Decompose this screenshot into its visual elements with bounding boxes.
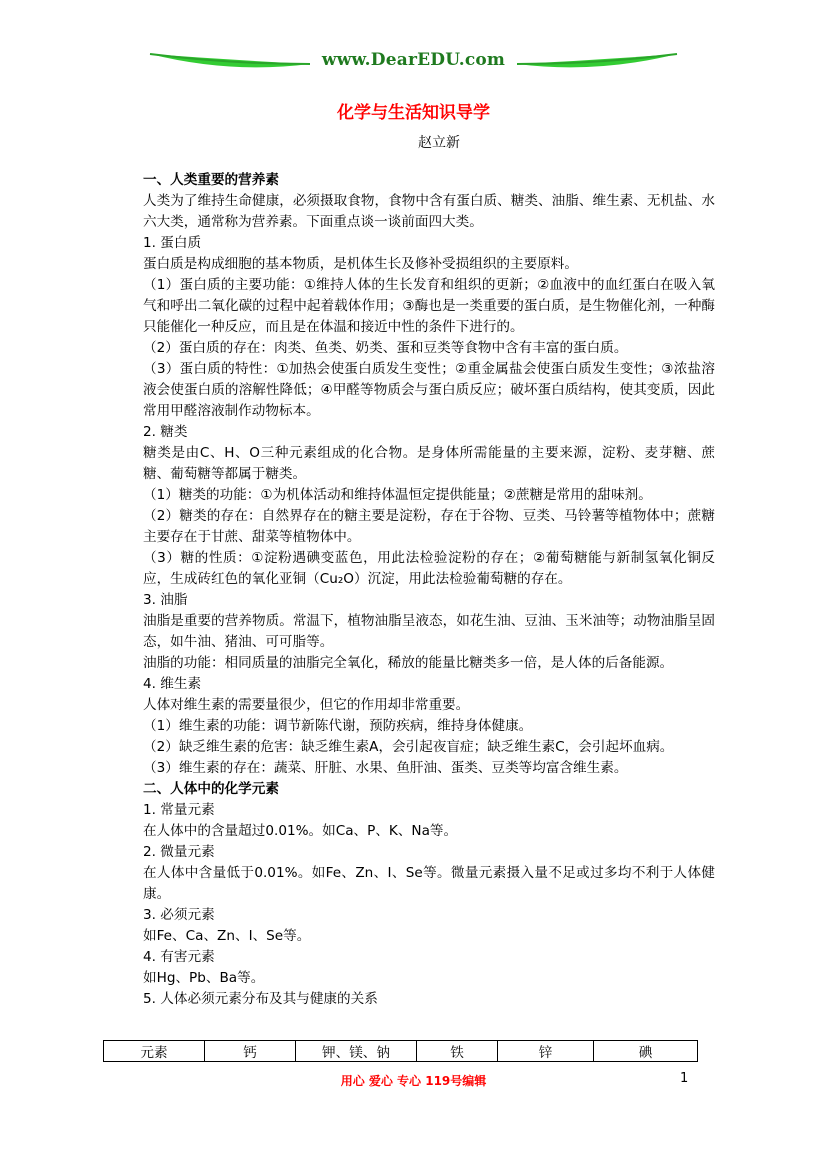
paragraph: 2. 糖类 xyxy=(143,424,188,440)
paragraph: 5. 人体必须元素分布及其与健康的关系 xyxy=(143,991,378,1007)
footer-text: 用心 爱心 专心 119号编辑 xyxy=(340,1074,487,1088)
section-heading: 一、人类重要的营养素 xyxy=(143,172,279,188)
paragraph: （2）蛋白质的存在：肉类、鱼类、奶类、蛋和豆类等食物中含有丰富的蛋白质。 xyxy=(143,340,628,356)
paragraph: 4. 维生素 xyxy=(143,676,202,692)
paragraph: 2. 微量元素 xyxy=(143,844,215,860)
paragraph: （3）维生素的存在：蔬菜、肝脏、水果、鱼肝油、蛋类、豆类等均富含维生素。 xyxy=(143,760,628,776)
paragraph: 4. 有害元素 xyxy=(143,949,215,965)
page-number: 1 xyxy=(680,1071,689,1086)
table-cell: 钙 xyxy=(205,1041,296,1062)
paragraph: 在人体中含量低于0.01%。如Fe、Zn、I、Se等。微量元素摄入量不足或过多均不利于人体健康。 xyxy=(143,865,715,902)
paragraph: 人体对维生素的需要量很少，但它的作用却非常重要。 xyxy=(143,697,470,713)
paragraph: 人类为了维持生命健康，必须摄取食物，食物中含有蛋白质、糖类、油脂、维生素、无机盐、水六大类，通常称为营养素。下面重点谈一谈前面四大类。 xyxy=(143,193,715,230)
paragraph: （3）蛋白质的特性：①加热会使蛋白质发生变性；②重金属盐会使蛋白质发生变性；③浓盐溶液会使蛋白质的溶解性降低；④甲醛等物质会与蛋白质反应；破坏蛋白质结构，使其变质，因此常用甲醛溶液制作动物标本。 xyxy=(143,361,715,419)
paragraph: 蛋白质是构成细胞的基本物质，是机体生长及修补受损组织的主要原料。 xyxy=(143,256,578,272)
header-banner xyxy=(0,40,827,80)
table-cell: 元素 xyxy=(104,1041,205,1062)
document-title: 化学与生活知识导学 xyxy=(337,103,490,123)
paragraph: 油脂的功能：相同质量的油脂完全氧化，稀放的能量比糖类多一倍，是人体的后备能源。 xyxy=(143,655,674,671)
element-health-table xyxy=(103,1040,698,1062)
table-cell: 钾、镁、钠 xyxy=(296,1041,417,1062)
author-name: 赵立新 xyxy=(418,135,460,151)
paragraph: （1）维生素的功能：调节新陈代谢，预防疾病，维持身体健康。 xyxy=(143,718,533,734)
paragraph: 如Hg、Pb、Ba等。 xyxy=(143,970,265,986)
article-body xyxy=(143,170,715,1010)
paragraph: （3）糖的性质：①淀粉遇碘变蓝色，用此法检验淀粉的存在；②葡萄糖能与新制氢氧化铜反应，生成砖红色的氧化亚铜（Cu₂O）沉淀，用此法检验葡萄糖的存在。 xyxy=(143,550,715,587)
paragraph: 油脂是重要的营养物质。常温下，植物油脂呈液态，如花生油、豆油、玉米油等；动物油脂呈固态，如牛油、猪油、可可脂等。 xyxy=(143,613,715,650)
paragraph: 糖类是由C、H、O三种元素组成的化合物。是身体所需能量的主要来源，淀粉、麦芽糖、蔗糖、葡萄糖等都属于糖类。 xyxy=(143,445,715,482)
paragraph: （1）糖类的功能：①为机体活动和维持体温恒定提供能量；②蔗糖是常用的甜味剂。 xyxy=(143,487,652,503)
paragraph: 如Fe、Ca、Zn、I、Se等。 xyxy=(143,928,311,944)
paragraph: （1）蛋白质的主要功能：①维持人体的生长发育和组织的更新；②血液中的血红蛋白在吸入氧气和呼出二氧化碳的过程中起着载体作用；③酶也是一类重要的蛋白质，是生物催化剂，一种酶只能催化一种反应，而且是在体温和接近中性的条件下进行的。 xyxy=(143,277,715,335)
site-brand[interactable]: www.DearEDU.com xyxy=(321,50,506,70)
paragraph: 3. 必须元素 xyxy=(143,907,215,923)
table-cell: 碘 xyxy=(594,1041,698,1062)
table-row xyxy=(104,1041,698,1062)
table-cell: 锌 xyxy=(498,1041,594,1062)
paragraph: 在人体中的含量超过0.01%。如Ca、P、K、Na等。 xyxy=(143,823,458,839)
paragraph: 3. 油脂 xyxy=(143,592,188,608)
paragraph: 1. 蛋白质 xyxy=(143,235,202,251)
section-heading: 二、人体中的化学元素 xyxy=(143,781,279,797)
paragraph: 1. 常量元素 xyxy=(143,802,215,818)
paragraph: （2）缺乏维生素的危害：缺乏维生素A，会引起夜盲症；缺乏维生素C，会引起坏血病。 xyxy=(143,739,674,755)
paragraph: （2）糖类的存在：自然界存在的糖主要是淀粉，存在于谷物、豆类、马铃薯等植物体中；蔗糖主要存在于甘蔗、甜菜等植物体中。 xyxy=(143,508,715,545)
table-cell: 铁 xyxy=(417,1041,498,1062)
